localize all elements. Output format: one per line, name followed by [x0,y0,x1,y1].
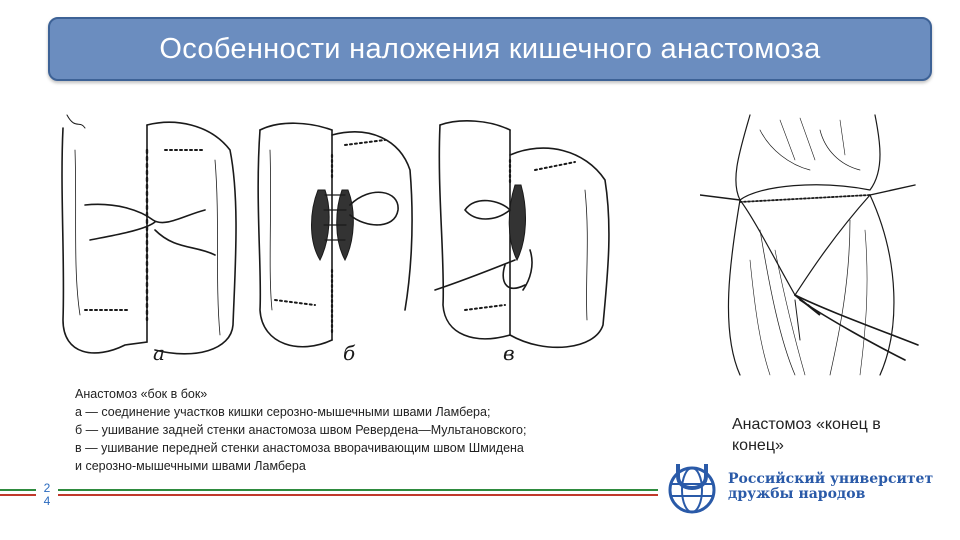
side-to-side-anastomosis-illustration [55,110,615,375]
panel-label-a: а [153,341,165,365]
side-to-side-caption [75,385,620,475]
footer-stripe-left-red [0,494,36,496]
university-globe-logo-icon [664,462,720,514]
caption-heading: Анастомоз «бок в бок» [75,387,208,401]
panel-label-b: б [343,341,356,365]
page-number-digit-2: 4 [43,494,51,508]
caption-item-b: б — ушивание задней стенки анастомоза швом Ревердена—Мультановского; [75,423,527,437]
end-to-end-caption [732,414,932,456]
page-number [40,482,54,508]
end-to-end-caption-line1: Анастомоз «конец в [732,416,881,433]
page-number-digit-1: 2 [43,481,51,495]
university-name-line1: Российский университет [728,471,934,487]
university-name [728,472,933,502]
footer-stripe-right-green [58,489,658,491]
footer-stripe-right-red [58,494,658,496]
panel-v-drawing [435,121,609,347]
caption-item-v-continued: и серозно-мышечными швами Ламбера [75,459,306,473]
page-title: Особенности наложения кишечного анастомоза [159,32,821,65]
panel-b-drawing [258,123,412,347]
footer-stripe-left-green [0,489,36,491]
end-to-end-anastomosis-illustration [700,110,925,380]
panel-a-drawing [62,115,236,354]
caption-item-v: в — ушивание передней стенки анастомоза вворачивающим швом Шмидена [75,441,524,455]
end-to-end-caption-line2: конец» [732,437,784,454]
panel-label-v: в [503,341,515,365]
university-name-line2: дружбы народов [728,486,866,502]
caption-item-a: а — соединение участков кишки серозно-мышечными швами Ламбера; [75,405,491,419]
title-banner [48,17,932,81]
